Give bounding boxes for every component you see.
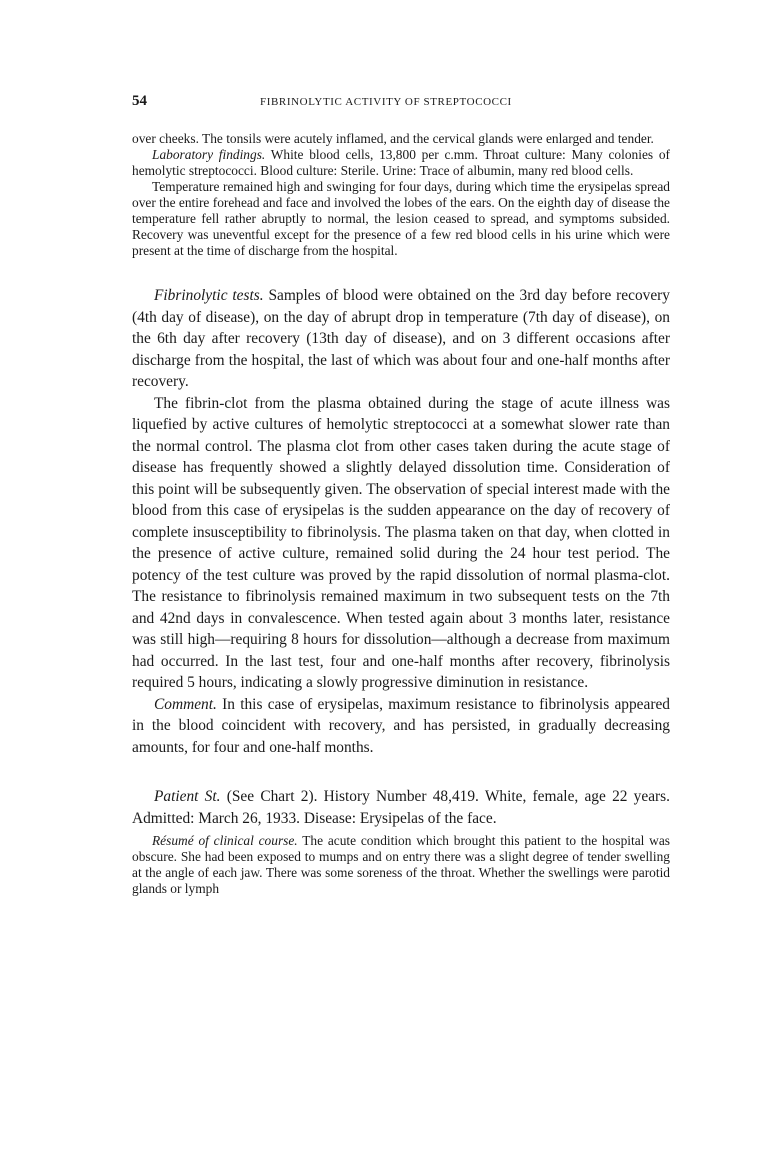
- paragraph-fibrin-clot: The fibrin-clot from the plasma obtained during the stage of acute illness was liquefied by active cultures of hemolytic streptococci at a somewhat slower rate than the normal control. The plasma clot from other cases taken during the acute stage of disease has frequently showed a slightly delayed dissolution time. Consideration of this point will be subsequently given. The observation of special interest made with the blood from this case of erysipelas is the sudden appearance on the day of recovery of complete insusceptibility to fibrinolysis. The plasma taken on that day, when clotted in the presence of active culture, remained solid during the 24 hour test period. The potency of the test culture was proved by the rapid dissolution of normal plasma-clot. The resistance to fibrinolysis remained maximum in two subsequent tests on the 7th and 42nd days in convalescence. When tested again about 3 months later, resistance was still high—requiring 8 hours for dissolution—although a decrease from maximum had occurred. In the last test, four and one-half months after recovery, fibrinolysis required 5 hours, indicating a slowly progressive diminution in resistance.: [132, 394, 670, 691]
- fibrinolytic-tests-text: Samples of blood were obtained on the 3rd day before recovery (4th day of disease), on the day of abrupt drop in temperature (7th day of disease), on the 6th day after recovery (13th day of disease), and on 3 different occasions after discharge from the hospital, the last of which was about four and one-half months after recovery.: [132, 287, 670, 390]
- page-number: 54: [132, 93, 147, 109]
- page-header: [132, 93, 670, 113]
- paragraph-comment: [132, 694, 670, 759]
- comment-heading: Comment.: [154, 695, 217, 713]
- fibrinolytic-tests-heading: Fibrinolytic tests.: [154, 287, 264, 304]
- resume-heading: Résumé of clinical course.: [152, 833, 298, 848]
- paragraph-patient-st: [132, 786, 670, 829]
- comment-text: In this case of erysipelas, maximum resistance to fibrinolysis appeared in the blood coincident with recovery, and has persisted, in gradually decreasing amounts, for four and one-half months.: [132, 695, 670, 756]
- fibrinolytic-section: [132, 285, 670, 758]
- page: [132, 93, 670, 897]
- laboratory-findings-text: White blood cells, 13,800 per c.mm. Throat culture: Many colonies of hemolytic streptococci. Blood culture: Sterile. Urine: Trace of albumin, many red blood cells.: [132, 147, 670, 178]
- laboratory-findings-heading: Laboratory findings.: [152, 147, 266, 162]
- patient-st-text: (See Chart 2). History Number 48,419. White, female, age 22 years. Admitted: March 26, 1933. Disease: Erysipelas of the face.: [132, 788, 671, 827]
- resume-text: The acute condition which brought this patient to the hospital was obscure. She had been exposed to mumps and on entry there was a slight degree of tender swelling at the angle of each jaw. There was some soreness of the throat. Whether the swellings were parotid glands or lymph: [132, 833, 670, 896]
- running-title: FIBRINOLYTIC ACTIVITY OF STREPTOCOCCI: [260, 96, 512, 108]
- resume-section: [132, 833, 670, 897]
- patient-st-section: [132, 786, 670, 829]
- paragraph-fibrinolytic-tests: [132, 285, 670, 393]
- patient-st-heading: Patient St.: [154, 788, 221, 805]
- paragraph-resume: [132, 833, 670, 897]
- paragraph-temperature: Temperature remained high and swinging for four days, during which time the erysipelas spread over the entire forehead and face and involved the lobes of the ears. On the eighth day of disease the temperature fell rather abruptly to normal, the lesion ceased to spread, and symptoms subsided. Recovery was uneventful except for the presence of a few red blood cells in his urine which were present at the time of discharge from the hospital.: [132, 179, 670, 258]
- case-details: [132, 131, 670, 259]
- paragraph-laboratory-findings: [132, 147, 670, 179]
- paragraph-continuation: over cheeks. The tonsils were acutely inflamed, and the cervical glands were enlarged and tender.: [132, 131, 654, 146]
